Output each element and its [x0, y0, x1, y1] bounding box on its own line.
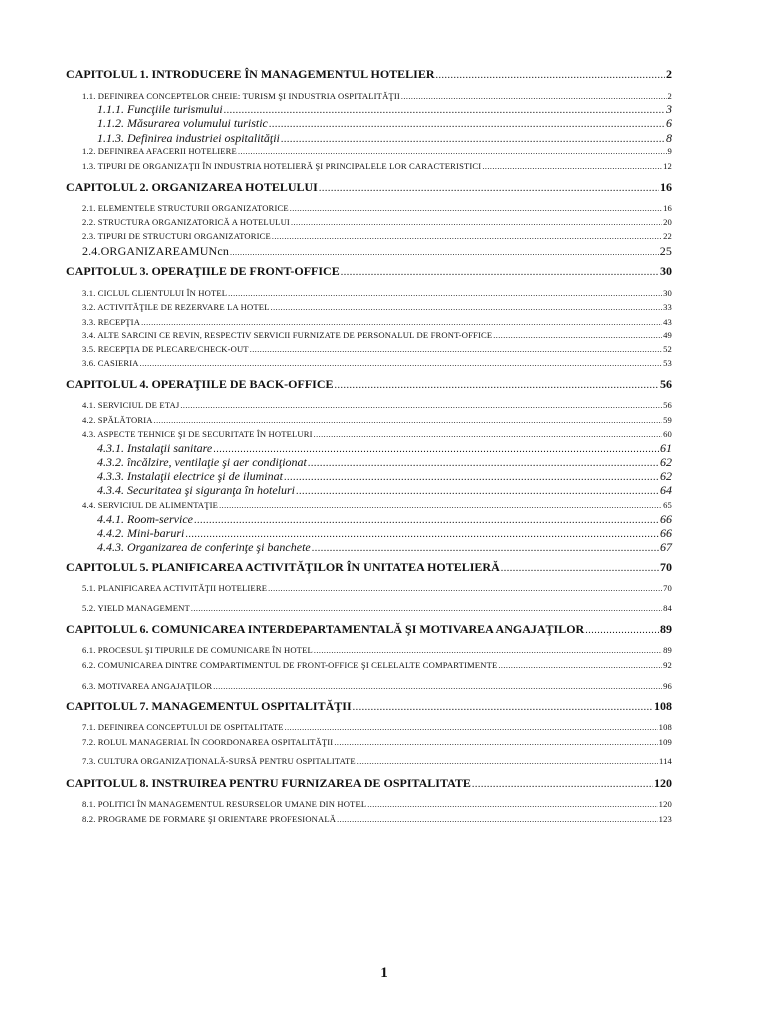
toc-title: 3.3. RECEPŢIA: [82, 317, 141, 327]
toc-title: 2.2. STRUCTURA ORGANIZATORICĂ A HOTELULUI: [82, 217, 290, 227]
toc-section-2-1[interactable]: [82, 204, 672, 213]
toc-leader: [314, 431, 662, 439]
toc-page: 12: [663, 161, 672, 171]
toc-title: 3.1. CICLUL CLIENTULUI ÎN HOTEL: [82, 288, 228, 298]
toc-section-3-4[interactable]: [82, 331, 672, 340]
toc-title: 8.2. PROGRAME DE FORMARE ŞI ORIENTARE PROFESIONALĂ: [82, 814, 337, 824]
toc-title: 1.1.3. Definirea industriei ospitalităţii: [97, 131, 280, 145]
toc-title: 4.4.1. Room-service: [97, 512, 193, 526]
toc-leader: [285, 724, 658, 732]
toc-title: 1.3. TIPURI DE ORGANIZAŢII ÎN INDUSTRIA HOTELIERĂ ŞI PRINCIPALELE LOR CARACTERISTICI: [82, 161, 482, 171]
toc-leader: [269, 120, 665, 130]
toc-page: 108: [658, 722, 672, 732]
toc-section-3-1[interactable]: [82, 289, 672, 298]
toc-page: 84: [663, 603, 672, 613]
toc-title: CAPITOLUL 8. INSTRUIREA PENTRU FURNIZAREA DE OSPITALITATE: [66, 776, 471, 790]
toc-page: 22: [663, 231, 672, 241]
toc-chapter-3[interactable]: [66, 265, 672, 278]
toc-page: 109: [658, 737, 672, 747]
toc-page: 64: [660, 483, 672, 497]
toc-title: 4.4.2. Mini-baruri: [97, 526, 185, 540]
toc-title: CAPITOLUL 5. PLANIFICAREA ACTIVITĂŢILOR ÎN UNITATEA HOTELIERĂ: [66, 560, 500, 574]
toc-page: 89: [663, 645, 672, 655]
toc-leader: [353, 703, 653, 713]
toc-section-1-2[interactable]: [82, 147, 672, 156]
toc-title: CAPITOLUL 3. OPERAŢIILE DE FRONT-OFFICE: [66, 264, 340, 278]
toc-page: 3: [666, 102, 672, 116]
toc-chapter-4[interactable]: [66, 378, 672, 391]
toc-page: 120: [658, 799, 672, 809]
toc-section-1-3[interactable]: [82, 162, 672, 171]
toc-title: 4.3.1. Instalaţii sanitare: [97, 441, 213, 455]
toc-leader: [319, 184, 659, 194]
toc-page: 9: [667, 146, 672, 156]
toc-leader: [228, 290, 662, 298]
toc-leader: [141, 319, 662, 327]
toc-section-3-6[interactable]: [82, 359, 672, 368]
toc-leader: [436, 71, 665, 81]
toc-leader: [154, 417, 662, 425]
toc-subsection-4-4-1[interactable]: [97, 513, 672, 526]
toc-page: 33: [663, 302, 672, 312]
toc-leader: [296, 487, 659, 497]
toc-title: 1.2. DEFINIREA AFACERII HOTELIERE: [82, 146, 237, 156]
toc-leader: [271, 304, 662, 312]
toc-leader: [337, 816, 658, 824]
toc-subsection-4-3-2[interactable]: [97, 456, 672, 469]
toc-title: 6.1. PROCESUL ŞI TIPURILE DE COMUNICARE ÎN HOTEL: [82, 645, 313, 655]
toc-leader: [224, 106, 665, 116]
toc-subsection-1-1-1[interactable]: [97, 103, 672, 116]
toc-page: 52: [663, 344, 672, 354]
toc-title: 4.3. ASPECTE TEHNICE ŞI DE SECURITATE ÎN HOTELURI: [82, 429, 313, 439]
toc-title: 2.3. TIPURI DE STRUCTURI ORGANIZATORICE: [82, 231, 271, 241]
toc-title: 5.1. PLANIFICAREA ACTIVITĂŢII HOTELIERE: [82, 583, 268, 593]
toc-section-3-2[interactable]: [82, 303, 672, 312]
toc-page: 25: [659, 244, 672, 258]
toc-title: 7.1. DEFINIREA CONCEPTULUI DE OSPITALITATE: [82, 722, 284, 732]
toc-page: 108: [654, 699, 672, 713]
toc-leader: [250, 346, 662, 354]
toc-page: 49: [663, 330, 672, 340]
toc-title: 1.1.2. Măsurarea volumului turistic: [97, 116, 268, 130]
toc-title: 7.2. ROLUL MANAGERIAL ÎN COORDONAREA OSPITALITĂŢII: [82, 737, 334, 747]
toc-title: 3.6. CASIERIA: [82, 358, 139, 368]
toc-leader: [180, 402, 662, 410]
toc-page: 114: [658, 756, 672, 766]
toc-section-4-4[interactable]: [82, 501, 672, 510]
toc-section-7-2[interactable]: [82, 738, 672, 747]
toc-section-4-2[interactable]: [82, 416, 672, 425]
toc-section-2-3[interactable]: [82, 232, 672, 241]
toc-page: 59: [663, 415, 672, 425]
toc-title: CAPITOLUL 6. COMUNICAREA INTERDEPARTAMENTALĂ ŞI MOTIVAREA ANGAJAŢILOR: [66, 622, 585, 636]
toc-page: 120: [654, 776, 672, 790]
toc-page: 70: [660, 560, 672, 574]
toc-leader: [401, 93, 667, 101]
toc-title: 1.1.1. Funcţiile turismului: [97, 102, 223, 116]
toc-title: 5.2. YIELD MANAGEMENT: [82, 603, 190, 613]
toc-title: CAPITOLUL 4. OPERAŢIILE DE BACK-OFFICE: [66, 377, 334, 391]
toc-leader: [482, 163, 662, 171]
toc-leader: [219, 502, 662, 510]
toc-page: 92: [663, 660, 672, 670]
toc-leader: [213, 445, 659, 455]
toc-chapter-7[interactable]: [66, 700, 672, 713]
toc-subsection-4-3-3[interactable]: [97, 470, 672, 483]
toc-leader: [185, 530, 659, 540]
toc-leader: [191, 605, 662, 613]
toc-title: 7.3. CULTURA ORGANIZAŢIONALĂ-SURSĂ PENTRU OSPITALITATE: [82, 756, 356, 766]
toc-leader: [230, 249, 659, 257]
toc-leader: [140, 360, 662, 368]
toc-title: 4.1. SERVICIUL DE ETAJ: [82, 400, 180, 410]
toc-section-3-5[interactable]: [82, 345, 672, 354]
toc-page: 96: [663, 681, 672, 691]
toc-leader: [284, 473, 659, 483]
toc-page: 66: [660, 512, 672, 526]
toc-page: 65: [663, 500, 672, 510]
toc-page: 16: [660, 180, 672, 194]
toc-title: CAPITOLUL 2. ORGANIZAREA HOTELULUI: [66, 180, 318, 194]
toc-section-5-2[interactable]: [82, 604, 672, 613]
toc-page: 62: [660, 455, 672, 469]
toc-chapter-2[interactable]: [66, 181, 672, 194]
toc-leader: [213, 683, 662, 691]
toc-page: 8: [666, 131, 672, 145]
toc-title: 3.5. RECEPŢIA DE PLECARE/CHECK-OUT: [82, 344, 249, 354]
toc-title: 8.1. POLITICI ÎN MANAGEMENTUL RESURSELOR UMANE DIN HOTEL: [82, 799, 367, 809]
toc-section-2-2[interactable]: [82, 218, 672, 227]
toc-section-7-1[interactable]: [82, 723, 672, 732]
toc-leader: [291, 219, 662, 227]
toc-page: 30: [663, 288, 672, 298]
toc-subsection-4-3-1[interactable]: [97, 442, 672, 455]
toc-page: 16: [663, 203, 672, 213]
toc-title: 6.2. COMUNICAREA DINTRE COMPARTIMENTUL DE FRONT-OFFICE ŞI CELELALTE COMPARTIMENTE: [82, 660, 498, 670]
toc-title: CAPITOLUL 7. MANAGEMENTUL OSPITALITĂŢII: [66, 699, 352, 713]
toc-section-1-1[interactable]: [82, 92, 672, 101]
toc-page: 70: [663, 583, 672, 593]
toc-page: 53: [663, 358, 672, 368]
toc-title: 4.4. SERVICIUL DE ALIMENTAŢIE: [82, 500, 219, 510]
toc-leader: [472, 780, 653, 790]
toc-page: 66: [660, 526, 672, 540]
toc-section-8-1[interactable]: [82, 800, 672, 809]
toc-leader: [341, 268, 659, 278]
toc-title: CAPITOLUL 1. INTRODUCERE ÎN MANAGEMENTUL HOTELIER: [66, 67, 435, 81]
toc-title: 1.1. DEFINIREA CONCEPTELOR CHEIE: TURISM ŞI INDUSTRIA OSPITALITĂŢII: [82, 91, 400, 101]
toc-page: 30: [660, 264, 672, 278]
toc-leader: [312, 544, 659, 554]
toc-page: 60: [663, 429, 672, 439]
toc-section-6-2[interactable]: [82, 661, 672, 670]
toc-section-5-1[interactable]: [82, 584, 672, 593]
toc-leader: [308, 459, 659, 469]
toc-title: 2.4.ORGANIZAREAMUNcn: [82, 244, 229, 258]
toc-title: 3.2. ACTIVITĂŢILE DE REZERVARE LA HOTEL: [82, 302, 270, 312]
toc-page: 56: [660, 377, 672, 391]
toc-leader: [335, 381, 660, 391]
toc-section-6-3[interactable]: [82, 682, 672, 691]
toc-title: 2.1. ELEMENTELE STRUCTURII ORGANIZATORICE: [82, 203, 289, 213]
toc-section-8-2[interactable]: [82, 815, 672, 824]
toc-page: 89: [660, 622, 672, 636]
toc-leader: [498, 662, 662, 670]
toc-section-6-1[interactable]: [82, 646, 672, 655]
toc-leader: [357, 758, 658, 766]
page-number: 1: [380, 965, 388, 981]
toc-page: 61: [660, 441, 672, 455]
toc-leader: [501, 564, 659, 574]
toc-leader: [194, 516, 659, 526]
toc-subsection-1-1-3[interactable]: [97, 132, 672, 145]
toc-page: 6: [666, 116, 672, 130]
toc-page: 2: [666, 67, 672, 81]
toc-title: 4.4.3. Organizarea de conferinţe şi banchete: [97, 540, 311, 554]
toc-leader: [367, 801, 657, 809]
toc-title: 4.3.3. Instalaţii electrice şi de iluminat: [97, 469, 283, 483]
toc-leader: [272, 233, 662, 241]
toc-chapter-5[interactable]: [66, 561, 672, 574]
toc-section-4-3[interactable]: [82, 430, 672, 439]
toc-chapter-8[interactable]: [66, 777, 672, 790]
toc-title: 6.3. MOTIVAREA ANGAJAŢILOR: [82, 681, 213, 691]
toc-leader: [268, 585, 662, 593]
toc-leader: [290, 205, 662, 213]
toc-subsection-4-4-3[interactable]: [97, 541, 672, 554]
toc-leader: [334, 739, 657, 747]
toc-leader: [238, 148, 667, 156]
toc-leader: [314, 647, 662, 655]
toc-subsection-4-3-4[interactable]: [97, 484, 672, 497]
toc-title: 3.4. ALTE SARCINI CE REVIN, RESPECTIV SERVICII FURNIZATE DE PERSONALUL DE FRONT-OFFICE: [82, 330, 493, 340]
toc-page: 56: [663, 400, 672, 410]
toc-title: 4.3.2. încălzire, ventilaţie şi aer condiţionat: [97, 455, 307, 469]
toc-leader: [281, 135, 665, 145]
toc-section-2-4[interactable]: [82, 245, 672, 257]
toc-title: 4.2. SPĂLĂTORIA: [82, 415, 153, 425]
toc-page: 43: [663, 317, 672, 327]
toc-chapter-6[interactable]: [66, 623, 672, 636]
toc-subsection-4-4-2[interactable]: [97, 527, 672, 540]
toc-section-7-3[interactable]: [82, 757, 672, 766]
toc-page: 62: [660, 469, 672, 483]
toc-section-3-3[interactable]: [82, 318, 672, 327]
toc-section-4-1[interactable]: [82, 401, 672, 410]
toc-chapter-1[interactable]: [66, 68, 672, 81]
toc-leader: [585, 626, 659, 636]
toc-subsection-1-1-2[interactable]: [97, 117, 672, 130]
toc-page: 67: [660, 540, 672, 554]
toc-page: 20: [663, 217, 672, 227]
toc-leader: [493, 332, 662, 340]
toc-page: 2: [667, 91, 672, 101]
toc-title: 4.3.4. Securitatea şi siguranţa în hoteluri: [97, 483, 295, 497]
toc-page: 123: [658, 814, 672, 824]
